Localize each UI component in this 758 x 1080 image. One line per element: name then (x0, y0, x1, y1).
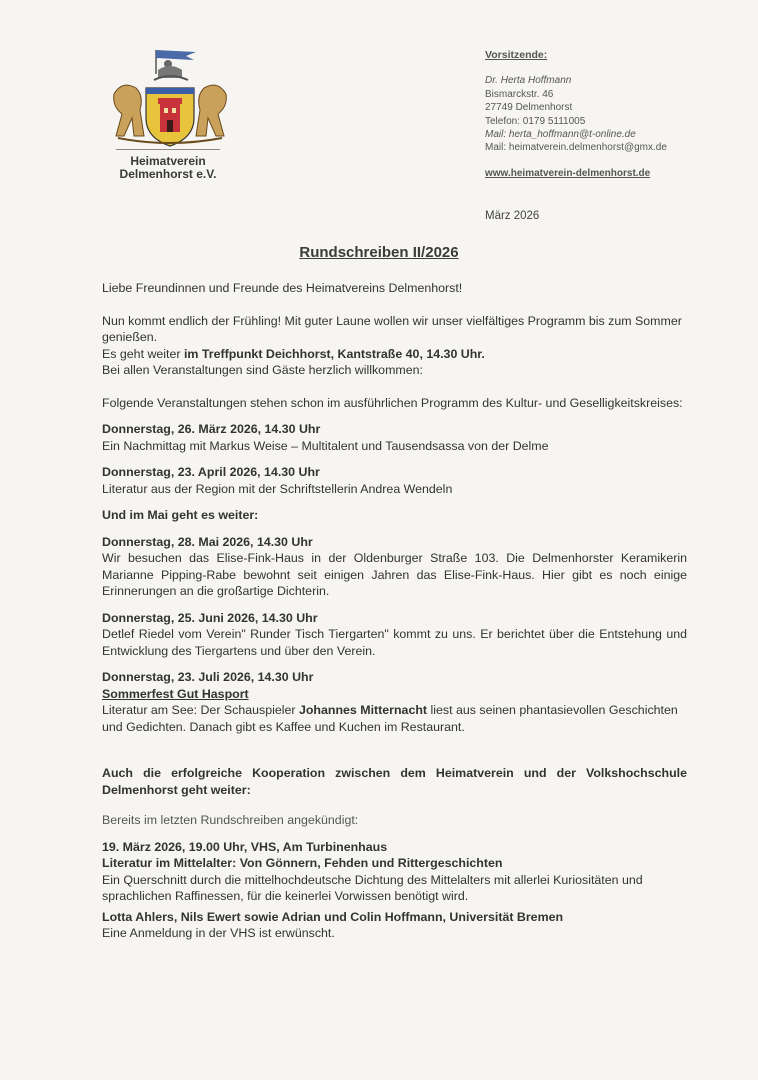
event-item (102, 421, 687, 454)
event-date: Donnerstag, 26. März 2026, 14.30 Uhr (102, 422, 321, 436)
intro-line-3: Bei allen Veranstaltungen sind Gäste herzlich willkommen: (102, 363, 423, 377)
vhs-event (102, 839, 687, 942)
event-subtitle: Sommerfest Gut Hasport (102, 686, 249, 701)
meeting-place: im Treffpunkt Deichhorst, Kantstraße 40, 14.30 Uhr. (183, 346, 485, 361)
vhs-event-speakers: Lotta Ahlers, Nils Ewert sowie Adrian und Colin Hoffmann, Universität Bremen (102, 909, 564, 924)
contact-street: Bismarckstr. 46 (485, 88, 554, 100)
event-item (102, 464, 687, 497)
vhs-announced: Bereits im letzten Rundschreiben angekündigt: (102, 813, 359, 827)
intro-line-2-prefix: Es geht weiter (102, 346, 184, 361)
vhs-event-title: Literatur im Mittelalter: Von Gönnern, Fehden und Rittergeschichten (102, 856, 503, 870)
letter-title: Rundschreiben II/2026 (299, 244, 459, 261)
org-name-line2: Delmenhorst e.V. (119, 167, 217, 181)
organization-name (100, 155, 236, 181)
event-text-prefix: Literatur am See: Der Schauspieler (102, 703, 299, 717)
website-link[interactable]: www.heimatverein-delmenhorst.de (485, 167, 651, 179)
letter-body (102, 280, 687, 942)
event-text: Detlef Riedel vom Verein" Runder Tisch Tiergarten" kommt zu uns. Er berichtet über die Entstehung und Entwicklung des Tiergartens und über den Verein. (102, 627, 687, 658)
contact-heading: Vorsitzende: (485, 49, 548, 61)
vhs-event-note: Eine Anmeldung in der VHS ist erwünscht. (102, 926, 335, 940)
contact-mail-1[interactable]: Mail: herta_hoffmann@t-online.de (485, 129, 636, 141)
event-list-1 (102, 421, 687, 497)
letter-date: März 2026 (485, 210, 540, 222)
contact-block (485, 49, 667, 180)
event-date: Donnerstag, 28. Mai 2026, 14.30 Uhr (102, 534, 313, 549)
event-text: Wir besuchen das Elise-Fink-Haus in der Oldenburger Straße 103. Die Delmenhorster Keramikerin Marianne Pipping-Rabe bewohnt seit einigen Jahren das Elise-Fink-Haus. Hier gibt es noch einige Erinnerungen an die großartige Dichterin. (102, 551, 687, 598)
vhs-event-date: 19. März 2026, 19.00 Uhr, VHS, Am Turbinenhaus (102, 839, 388, 854)
coat-of-arms-icon (104, 44, 236, 154)
event-text: Ein Nachmittag mit Markus Weise – Multitalent und Tausendsassa von der Delme (102, 438, 549, 453)
may-heading: Und im Mai geht es weiter: (102, 508, 259, 522)
event-item (102, 534, 687, 600)
performer-name: Johannes Mitternacht (298, 703, 428, 717)
program-intro: Folgende Veranstaltungen stehen schon im ausführlichen Programm des Kultur- und Geselligkeitskreises: (102, 395, 683, 410)
event-date: Donnerstag, 25. Juni 2026, 14.30 Uhr (102, 610, 318, 625)
event-text (102, 702, 687, 735)
contact-name: Dr. Herta Hoffmann (485, 75, 572, 87)
event-date: Donnerstag, 23. April 2026, 14.30 Uhr (102, 465, 320, 479)
event-date: Donnerstag, 23. Juli 2026, 14.30 Uhr (102, 670, 314, 684)
divider (116, 149, 220, 150)
event-list-2 (102, 534, 687, 660)
event-item (102, 610, 687, 660)
intro-line-1: Nun kommt endlich der Frühling! Mit guter Laune wollen wir unser vielfältiges Programm bis zum Sommer genießen. (102, 313, 682, 344)
org-name-line1: Heimatverein (130, 154, 206, 168)
vhs-heading: Auch die erfolgreiche Kooperation zwischen dem Heimatverein und der Volkshochschule Delmenhorst geht weiter: (102, 766, 687, 797)
intro-line-2 (102, 346, 687, 363)
greeting: Liebe Freundinnen und Freunde des Heimatvereins Delmenhorst! (102, 281, 463, 295)
contact-phone: Telefon: 0179 5111005 (485, 115, 586, 127)
event-item (102, 669, 687, 735)
event-text: Literatur aus der Region mit der Schriftstellerin Andrea Wendeln (102, 481, 453, 496)
vhs-event-desc: Ein Querschnitt durch die mittelhochdeutsche Dichtung des Mittelalters mit allerlei Kuriositäten und sprachlichen Raffinessen, für die keinerlei Vorwissen benötigt wird. (102, 872, 643, 903)
event-text-suffix: liest aus seinen phantasievollen Geschichten und Gedichten. Danach gibt es Kaffee und Kuchen im Restaurant. (102, 703, 678, 734)
contact-city: 27749 Delmenhorst (485, 102, 573, 114)
contact-mail-2[interactable]: Mail: heimatverein.delmenhorst@gmx.de (485, 142, 667, 154)
